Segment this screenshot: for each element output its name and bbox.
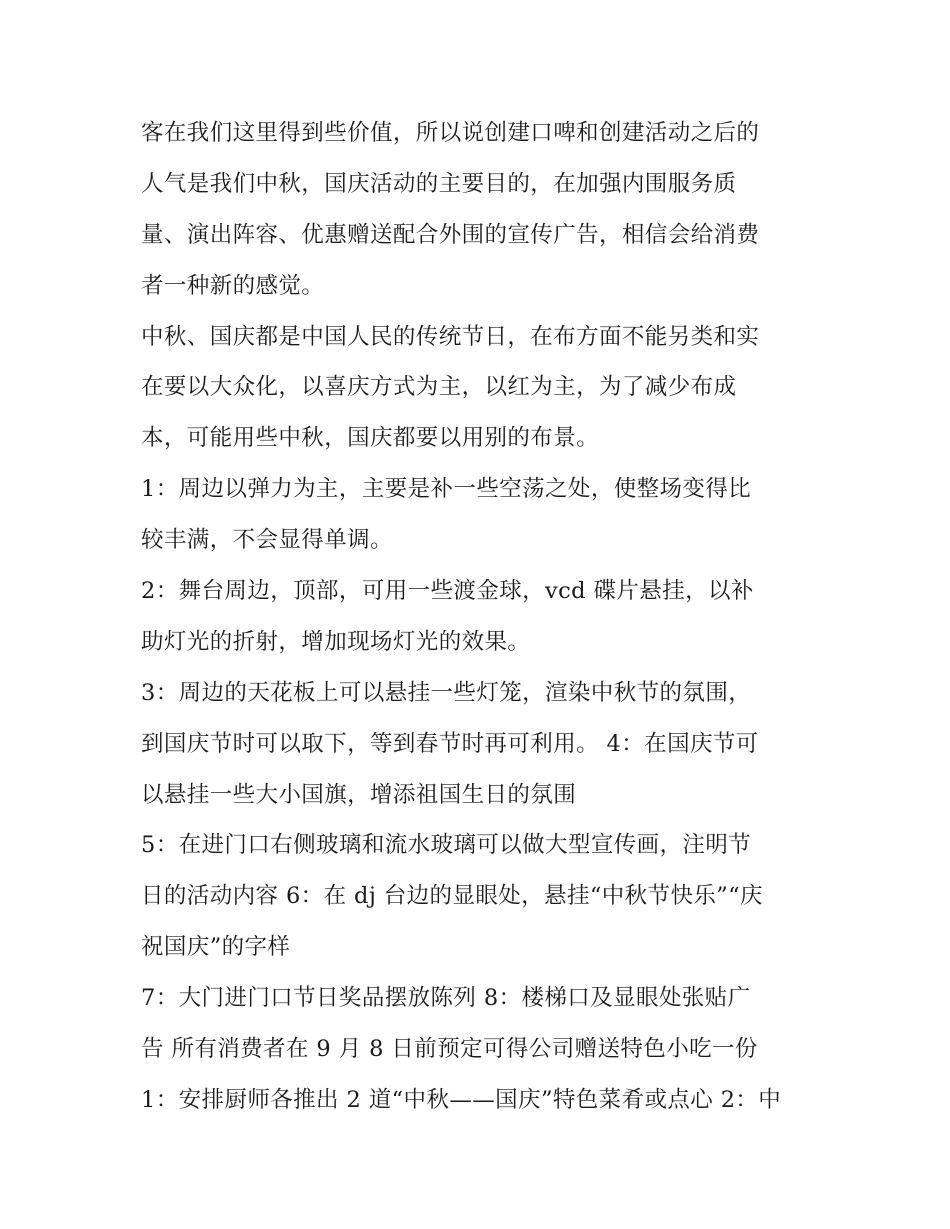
text-line: 在要以大众化，以喜庆方式为主，以红为主，为了减少布成 (141, 374, 737, 401)
text-line: 以悬挂一些大小国旗，增添祖国生日的氛围 (141, 781, 577, 808)
text-line: 到国庆节时可以取下，等到春节时再可利用。 4：在国庆节可 (141, 730, 759, 757)
text-line: 本，可能用些中秋，国庆都要以用别的布景。 (141, 425, 600, 452)
text-line: 7：大门进门口节日奖品摆放陈列 8：楼梯口及显眼处张贴广 (141, 985, 751, 1012)
text-line: 告 所有消费者在 9 月 8 日前预定可得公司赠送特色小吃一份 (141, 1036, 758, 1063)
text-line: 祝国庆”的字样 (141, 934, 291, 961)
text-line: 2：舞台周边，顶部，可用一些渡金球，vcd 碟片悬挂，以补 (141, 578, 754, 605)
text-line: 人气是我们中秋，国庆活动的主要目的，在加强内围服务质 (141, 170, 737, 197)
text-line: 1：安排厨师各推出 2 道“中秋——国庆”特色菜肴或点心 2：中 (141, 1086, 782, 1113)
document-body (141, 108, 821, 1126)
text-line: 日的活动内容 6：在 dj 台边的显眼处，悬挂“中秋节快乐”“庆 (141, 883, 763, 910)
text-line: 5：在进门口右侧玻璃和流水玻璃可以做大型宣传画，注明节 (141, 832, 752, 859)
text-line: 3：周边的天花板上可以悬挂一些灯笼，渲染中秋节的氛围， (141, 679, 752, 706)
text-line: 量、演出阵容、优惠赠送配合外围的宣传广告，相信会给消费 (141, 221, 760, 248)
text-line: 助灯光的折射，增加现场灯光的效果。 (141, 628, 531, 655)
text-line: 客在我们这里得到些价值，所以说创建口啤和创建活动之后的 (141, 120, 760, 146)
text-line: 较丰满，不会显得单调。 (141, 527, 393, 554)
text-line: 中秋、国庆都是中国人民的传统节日，在布方面不能另类和实 (141, 323, 760, 350)
text-line: 1：周边以弹力为主，主要是补一些空荡之处，使整场变得比 (141, 476, 752, 503)
text-line: 者一种新的感觉。 (141, 272, 325, 299)
